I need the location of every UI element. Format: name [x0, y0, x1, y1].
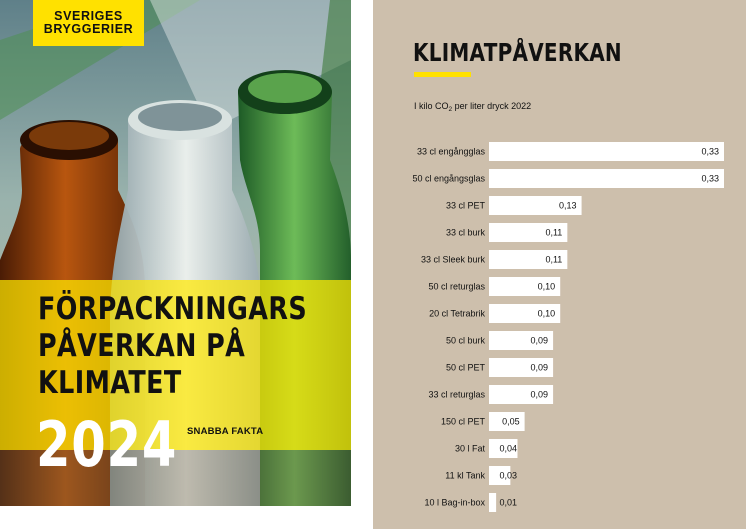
value-label: 0,09	[530, 335, 549, 346]
category-label: 50 cl engångsglas	[412, 173, 485, 184]
chart-panel	[373, 0, 746, 529]
value-label: 0,13	[559, 200, 577, 211]
value-label: 0,33	[701, 146, 719, 157]
value-label: 0,33	[701, 173, 719, 184]
logo-line-2: BRYGGERIER	[43, 22, 134, 36]
value-label: 0,10	[537, 281, 556, 292]
category-label: 33 cl PET	[445, 200, 485, 211]
category-label: 33 cl engångglas	[416, 146, 485, 157]
subtitle-subscript: 2	[448, 106, 453, 113]
subtitle-suffix: per liter dryck 2022	[452, 101, 532, 111]
category-label: 50 cl PET	[445, 362, 485, 373]
category-label: 11 kl Tank	[445, 470, 485, 481]
value-label: 0,10	[537, 308, 556, 319]
subtitle-prefix: I kilo CO	[414, 101, 449, 111]
cover-tagline: SNABBA FAKTA	[187, 426, 264, 437]
category-label: 150 cl PET	[440, 416, 485, 427]
cover-title-line-1: FÖRPACKNINGARS	[38, 291, 308, 327]
value-label: 0,11	[545, 227, 563, 238]
value-label: 0,01	[499, 497, 517, 508]
category-label: 20 cl Tetrabrik	[429, 308, 485, 319]
category-label: 33 cl Sleek burk	[420, 254, 485, 265]
category-label: 50 cl burk	[445, 335, 485, 346]
sveriges-bryggerier-logo	[33, 0, 144, 46]
category-label: 33 cl burk	[445, 227, 485, 238]
cover-title-line-3: KLIMATET	[38, 365, 182, 401]
cover-title-line-2: PÅVERKAN PÅ	[38, 328, 246, 364]
cover-year: 2024	[36, 408, 178, 481]
category-label: 33 cl returglas	[428, 389, 485, 400]
value-label: 0,03	[499, 470, 517, 481]
logo-line-1: SVERIGES	[54, 9, 123, 23]
value-label: 0,05	[502, 416, 520, 427]
bar	[489, 142, 724, 161]
category-label: 10 l Bag-in-box	[424, 497, 485, 508]
value-label: 0,09	[530, 362, 549, 373]
value-label: 0,04	[499, 443, 517, 454]
chart-title: KLIMATPÅVERKAN	[413, 38, 622, 67]
category-label: 30 l Fat	[454, 443, 485, 454]
category-label: 50 cl returglas	[428, 281, 485, 292]
value-label: 0,11	[545, 254, 563, 265]
bar	[489, 493, 496, 512]
value-label: 0,09	[530, 389, 549, 400]
bar	[489, 169, 724, 188]
bar-chart	[373, 0, 746, 529]
report-cover	[0, 0, 351, 506]
